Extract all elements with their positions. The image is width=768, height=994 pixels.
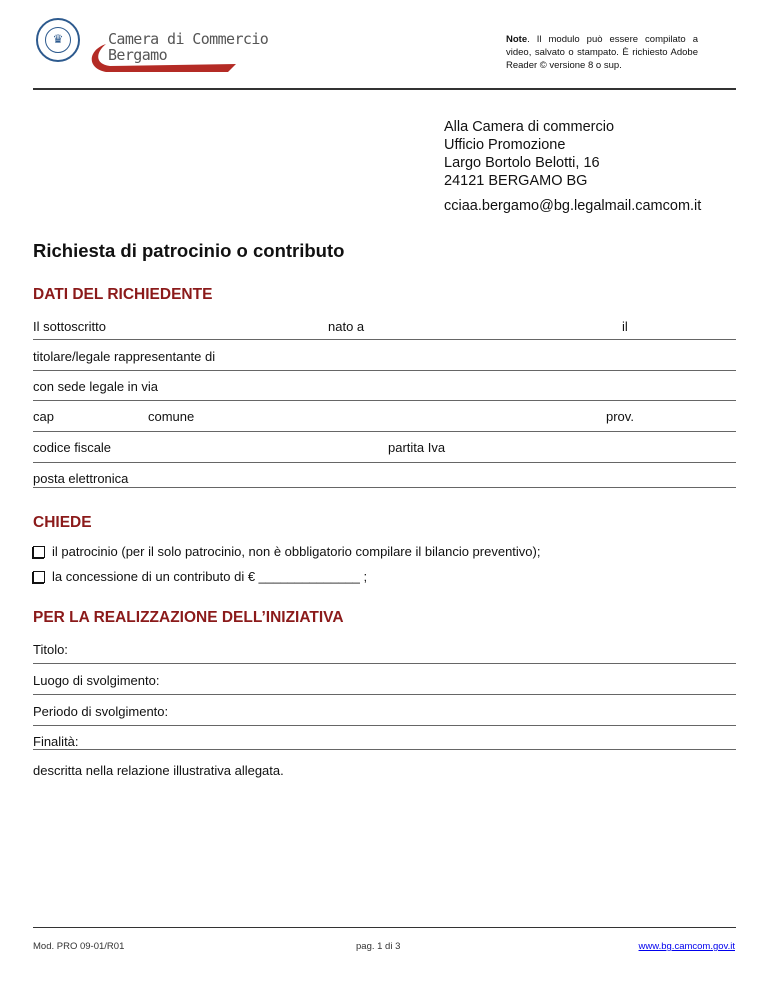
input-line-cap-comune[interactable] (33, 431, 736, 432)
option-patrocinio[interactable] (33, 544, 540, 559)
logo-wordmark (108, 31, 268, 63)
input-line-sede[interactable] (33, 400, 736, 401)
input-line-periodo[interactable] (33, 725, 736, 726)
coat-of-arms-seal-icon: ♛ (36, 18, 80, 62)
input-line-titolare[interactable] (33, 370, 736, 371)
field-label-sede: con sede legale in via (33, 379, 159, 394)
logo-line-2: Bergamo (108, 46, 168, 64)
address-line: Ufficio Promozione (444, 137, 566, 153)
section-heading-richiedente: DATI DEL RICHIEDENTE (33, 286, 213, 303)
footer-divider (33, 927, 736, 928)
pec-email: cciaa.bergamo@bg.legalmail.camcom.it (444, 198, 702, 214)
field-label-finalita: Finalità: (33, 734, 79, 749)
field-label-nato-a: nato a (328, 319, 365, 334)
input-line-codice-fiscale[interactable] (33, 462, 736, 463)
input-line-titolo[interactable] (33, 663, 736, 664)
header-divider (33, 88, 736, 90)
option-contributo[interactable] (33, 569, 367, 584)
patrocinio-checkbox[interactable] (33, 546, 45, 558)
field-label-codice-fiscale: codice fiscale (33, 440, 112, 455)
section-heading-iniziativa: PER LA REALIZZAZIONE DELL’INIZIATIVA (33, 609, 344, 626)
field-label-posta: posta elettronica (33, 471, 129, 486)
field-label-cap: cap (33, 409, 54, 424)
field-label-titolo: Titolo: (33, 642, 68, 657)
input-line-finalita[interactable] (33, 749, 736, 750)
option-contributo-label: la concessione di un contributo di € ______________ ; (52, 569, 368, 584)
input-line-luogo[interactable] (33, 694, 736, 695)
option-patrocinio-label: il patrocinio (per il solo patrocinio, non è obbligatorio compilare il bilancio preventivo); (52, 544, 541, 559)
recipient-address (444, 118, 614, 190)
field-label-periodo: Periodo di svolgimento: (33, 704, 169, 719)
field-label-partita-iva: partita Iva (388, 440, 446, 455)
note-text: . Il modulo può essere compilato a video, salvato o stampato. È richiesto Adobe Reader © versione 8 o sup. (506, 34, 698, 71)
logo-line-1: Camera di Commercio (108, 30, 269, 48)
input-line-posta[interactable] (33, 487, 736, 488)
field-label-titolare: titolare/legale rappresentante di (33, 349, 216, 364)
footer-form-code: Mod. PRO 09-01/R01 (33, 941, 125, 952)
footer-page-number: pag. 1 di 3 (356, 941, 401, 952)
note-label: Note (506, 34, 528, 45)
field-label-luogo: Luogo di svolgimento: (33, 673, 160, 688)
field-label-il: il (622, 319, 628, 334)
field-label-sottoscritto: Il sottoscritto (33, 319, 106, 334)
header-note (506, 33, 698, 72)
page-title: Richiesta di patrocinio o contributo (33, 240, 345, 261)
address-line: Alla Camera di commercio (444, 119, 615, 135)
descritta-note: descritta nella relazione illustrativa allegata. (33, 763, 284, 778)
contributo-checkbox[interactable] (33, 571, 45, 583)
section-heading-chiede: CHIEDE (33, 514, 92, 531)
address-line: Largo Bortolo Belotti, 16 (444, 155, 600, 171)
field-label-comune: comune (148, 409, 195, 424)
input-line-sottoscritto[interactable] (33, 339, 736, 340)
field-label-prov: prov. (606, 409, 634, 424)
footer-website-link[interactable]: www.bg.camcom.gov.it (638, 941, 735, 952)
address-line: 24121 BERGAMO BG (444, 173, 588, 189)
